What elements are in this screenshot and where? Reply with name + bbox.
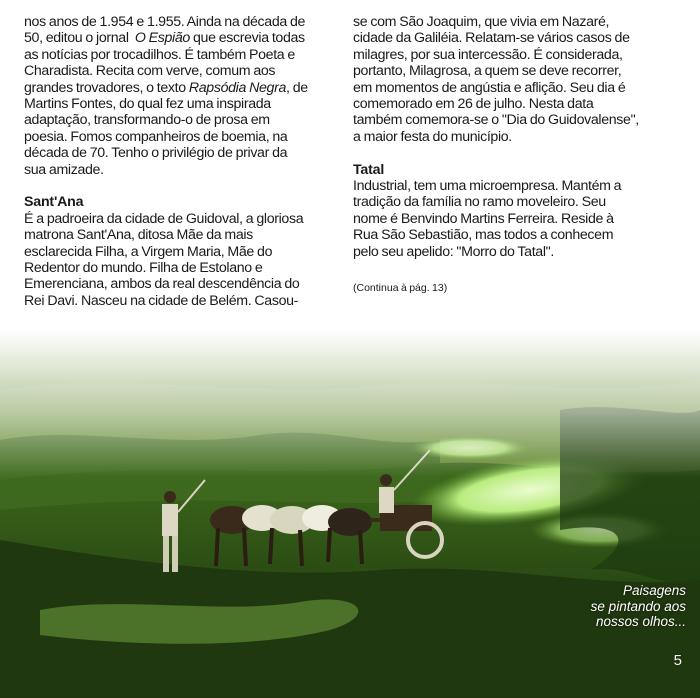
text-line <box>24 30 342 46</box>
caption-line: se pintando aos <box>590 598 686 614</box>
section-heading-santana: Sant'Ana <box>24 194 84 211</box>
newspaper-title: O Espião <box>134 30 190 47</box>
painting-svg <box>0 330 700 698</box>
continued-note: (Continua à pág. 13) <box>353 282 448 295</box>
right-text-column <box>353 14 673 297</box>
text-line: Industrial, tem uma microempresa. Mantém a <box>353 178 622 195</box>
text-line: Rei Davi. Nasceu na cidade de Belém. Casou- <box>24 292 299 309</box>
section-tatal <box>353 162 673 260</box>
text-line: matrona Sant'Ana, ditosa Mãe da mais <box>24 227 253 244</box>
text-line: cidade da Galiléia. Relatam-se vários casos de <box>353 30 630 47</box>
text-segment: que escrevia todas <box>193 30 305 47</box>
text-line: sua amizade. <box>24 161 104 178</box>
text-line: Emerenciana, ambos da real descendência do <box>24 276 300 293</box>
text-line: portanto, Milagrosa, a quem se deve recorrer, <box>353 63 622 80</box>
text-line: se com São Joaquim, que vivia em Nazaré, <box>353 14 610 30</box>
text-line: comemorado em 26 de julho. Nesta data <box>353 96 594 113</box>
text-line: É a padroeira da cidade de Guidoval, a gloriosa <box>24 210 304 227</box>
text-line: Rua São Sebastião, mas todos a conhecem <box>353 227 614 244</box>
poem-title: Rapsódia Negra <box>188 79 287 96</box>
text-line: nome é Benvindo Martins Ferreira. Reside à <box>353 210 614 227</box>
text-line: milagres, por sua intercessão. É considerada, <box>353 46 623 63</box>
section-santana <box>24 194 342 309</box>
text-segment: grandes trovadores, o texto <box>24 79 186 96</box>
section-heading-tatal: Tatal <box>353 161 385 178</box>
text-line: tradição da família no ramo moveleiro. Seu <box>353 194 606 211</box>
landscape-painting <box>0 330 700 698</box>
page-number: 5 <box>673 652 682 669</box>
text-line: nos anos de 1.954 e 1.955. Ainda na década de <box>24 14 306 30</box>
text-line: também comemora-se o "Dia do Guidovalense", <box>353 112 639 129</box>
text-line: década de 70. Tenho o privilégio de privar da <box>24 145 288 162</box>
paragraph-gap <box>24 178 342 194</box>
text-segment: , de <box>286 79 308 96</box>
text-line: Charadista. Recita com verve, comum aos <box>24 63 276 80</box>
text-line <box>24 80 342 96</box>
left-text-column <box>24 14 342 309</box>
text-line: adaptação, transformando-o de prosa em <box>24 112 270 129</box>
paragraph-gap <box>353 260 673 276</box>
text-line: pelo seu apelido: "Morro do Tatal". <box>353 243 554 260</box>
text-line: as notícias por trocadilhos. É também Poeta e <box>24 46 295 63</box>
text-line: a maior festa do município. <box>353 128 512 145</box>
text-line: Martins Fontes, do qual fez uma inspirada <box>24 96 271 113</box>
text-line: em momentos de angústia e aflição. Seu dia é <box>353 79 626 96</box>
paragraph-jornal <box>24 14 342 178</box>
paragraph-gap <box>353 145 673 161</box>
caption-line: Paisagens <box>622 583 686 598</box>
text-line: esclarecida Filha, a Virgem Maria, Mãe do <box>24 243 273 260</box>
caption-line: nossos olhos... <box>595 614 686 629</box>
text-line: Redentor do mundo. Filha de Estolano e <box>24 260 263 277</box>
top-fade <box>0 330 700 698</box>
paragraph-santana-cont <box>353 14 673 145</box>
photo-caption <box>591 583 686 630</box>
text-segment: 50, editou o jornal <box>24 30 129 47</box>
text-line: poesia. Fomos companheiros de boemia, na <box>24 128 288 145</box>
